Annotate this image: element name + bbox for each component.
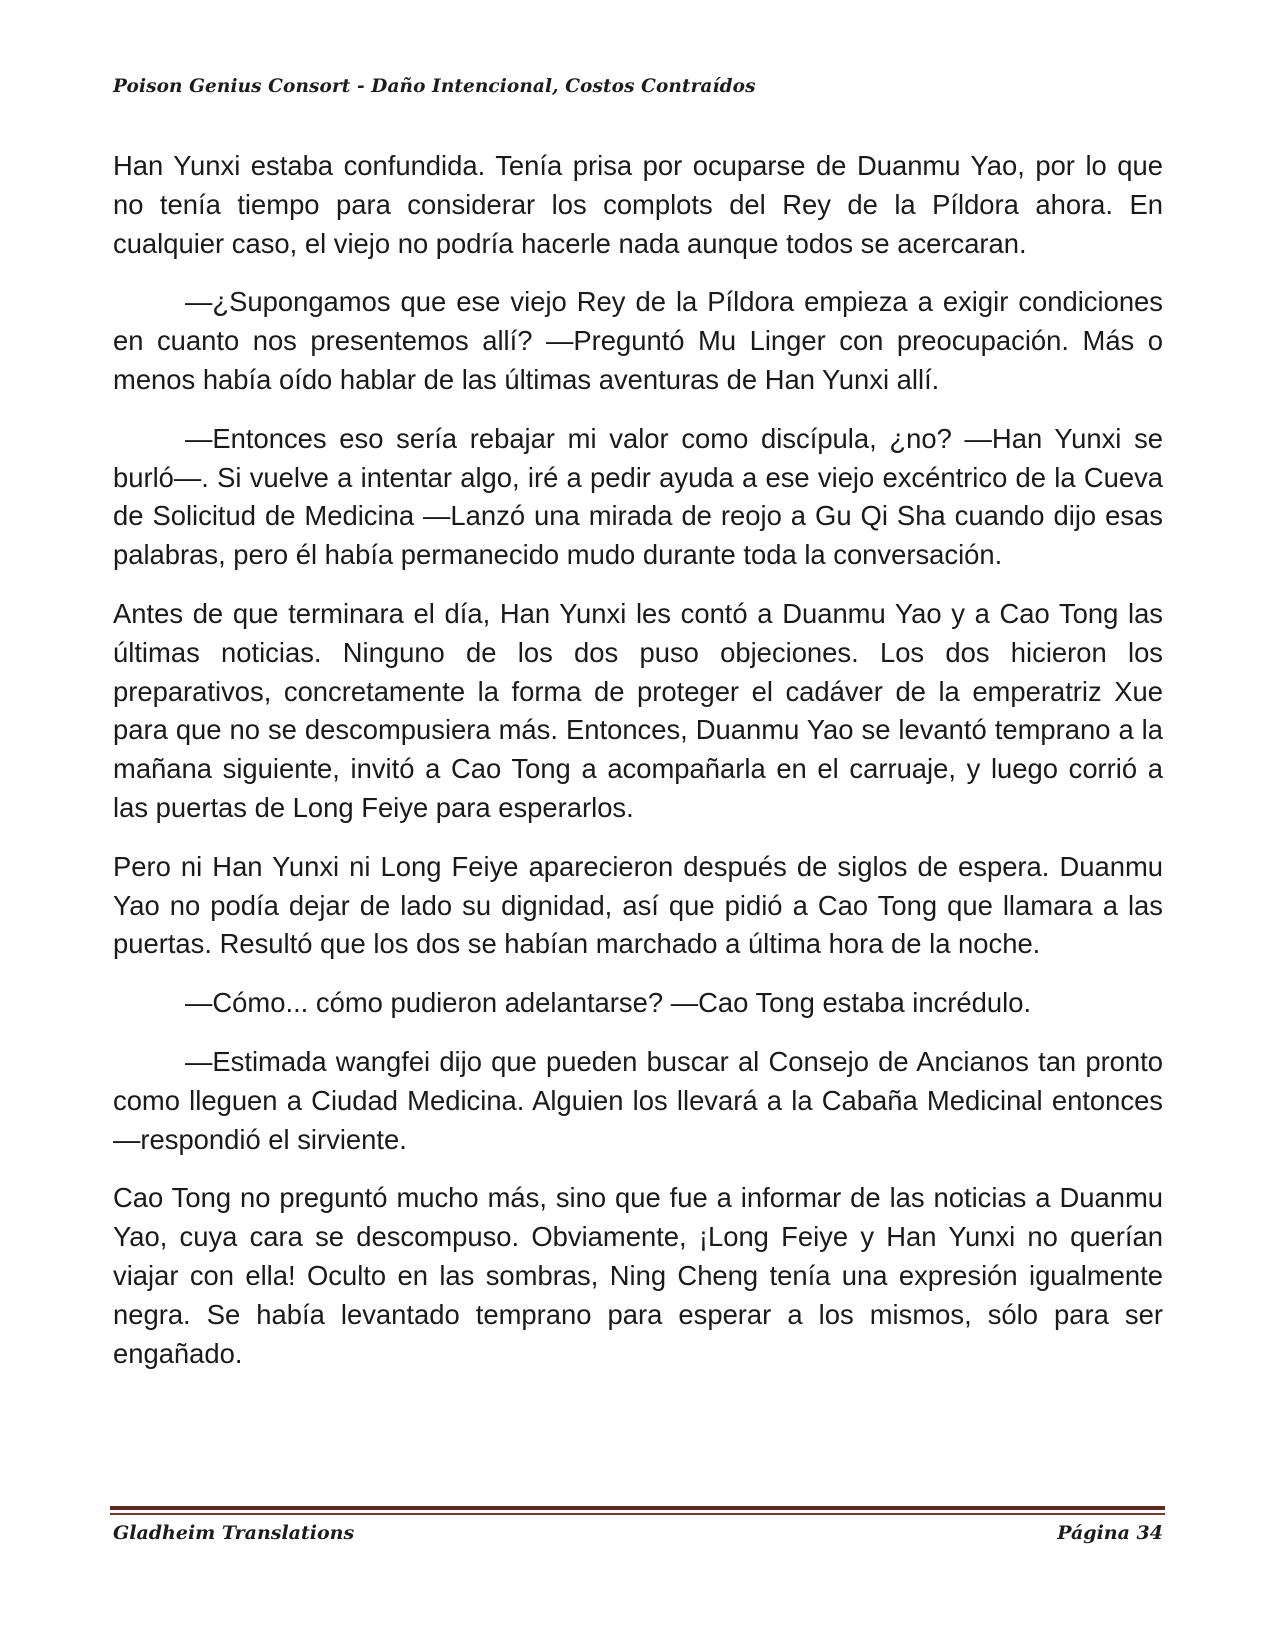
paragraph: Cao Tong no preguntó mucho más, sino que fue a informar de las noticias a Duanmu Yao, cuya cara se descompuso. Obviamente, ¡Long Feiye y Han Yunxi no querían viajar con ella! Oculto en las sombras, Ning Cheng tenía una expresión igualmente negra. Se había levantado temprano para esperar a los mismos, sólo para ser engañado. — [113, 1182, 1163, 1369]
paragraph: Antes de que terminara el día, Han Yunxi les contó a Duanmu Yao y a Cao Tong las últimas noticias. Ninguno de los dos puso objeciones. Los dos hicieron los preparativos, concretamente la forma de proteger el cadáver de la emperatriz Xue para que no se descompusiera más. Entonces, Duanmu Yao se levantó temprano a la mañana siguiente, invitó a Cao Tong a acompañarla en el carruaje, y luego corrió a las puertas de Long Feiye para esperarlos. — [113, 597, 1163, 823]
paragraph: —Estimada wangfei dijo que pueden buscar al Consejo de Ancianos tan pronto como lleguen a Ciudad Medicina. Alguien los llevará a la Cabaña Medicinal entonces —respondió el sirviente. — [113, 1045, 1163, 1155]
footer-rule-thick — [110, 1506, 1165, 1510]
running-header: Poison Genius Consort - Daño Intencional, Costos Contraídos — [113, 76, 756, 97]
footer-publisher: Gladheim Translations — [113, 1522, 355, 1544]
footer-page-number: Página 34 — [1057, 1522, 1163, 1544]
footer-rule — [110, 1506, 1165, 1515]
footer-rule-thin — [110, 1513, 1165, 1515]
paragraph: —Cómo... cómo pudieron adelantarse? —Cao Tong estaba incrédulo. — [185, 987, 1032, 1019]
paragraph: —Entonces eso sería rebajar mi valor como discípula, ¿no? —Han Yunxi se burló—. Si vuelve a intentar algo, iré a pedir ayuda a ese viejo excéntrico de la Cueva de Solicitud de Medicina —Lanzó una mirada de reojo a Gu Qi Sha cuando dijo esas palabras, pero él había permanecido mudo durante toda la conversación. — [113, 422, 1163, 571]
body-text — [113, 147, 1163, 1393]
paragraph: Pero ni Han Yunxi ni Long Feiye aparecieron después de siglos de espera. Duanmu Yao no podía dejar de lado su dignidad, así que pidió a Cao Tong que llamara a las puertas. Resultó que los dos se habían marchado a última hora de la noche. — [113, 850, 1163, 960]
paragraph: Han Yunxi estaba confundida. Tenía prisa por ocuparse de Duanmu Yao, por lo que no tenía tiempo para considerar los complots del Rey de la Píldora ahora. En cualquier caso, el viejo no podría hacerle nada aunque todos se acercaran. — [113, 150, 1163, 259]
paragraph: —¿Supongamos que ese viejo Rey de la Píldora empieza a exigir condiciones en cuanto nos presentemos allí? —Preguntó Mu Linger con preocupación. Más o menos había oído hablar de las últimas aventuras de Han Yunxi allí. — [113, 286, 1163, 395]
